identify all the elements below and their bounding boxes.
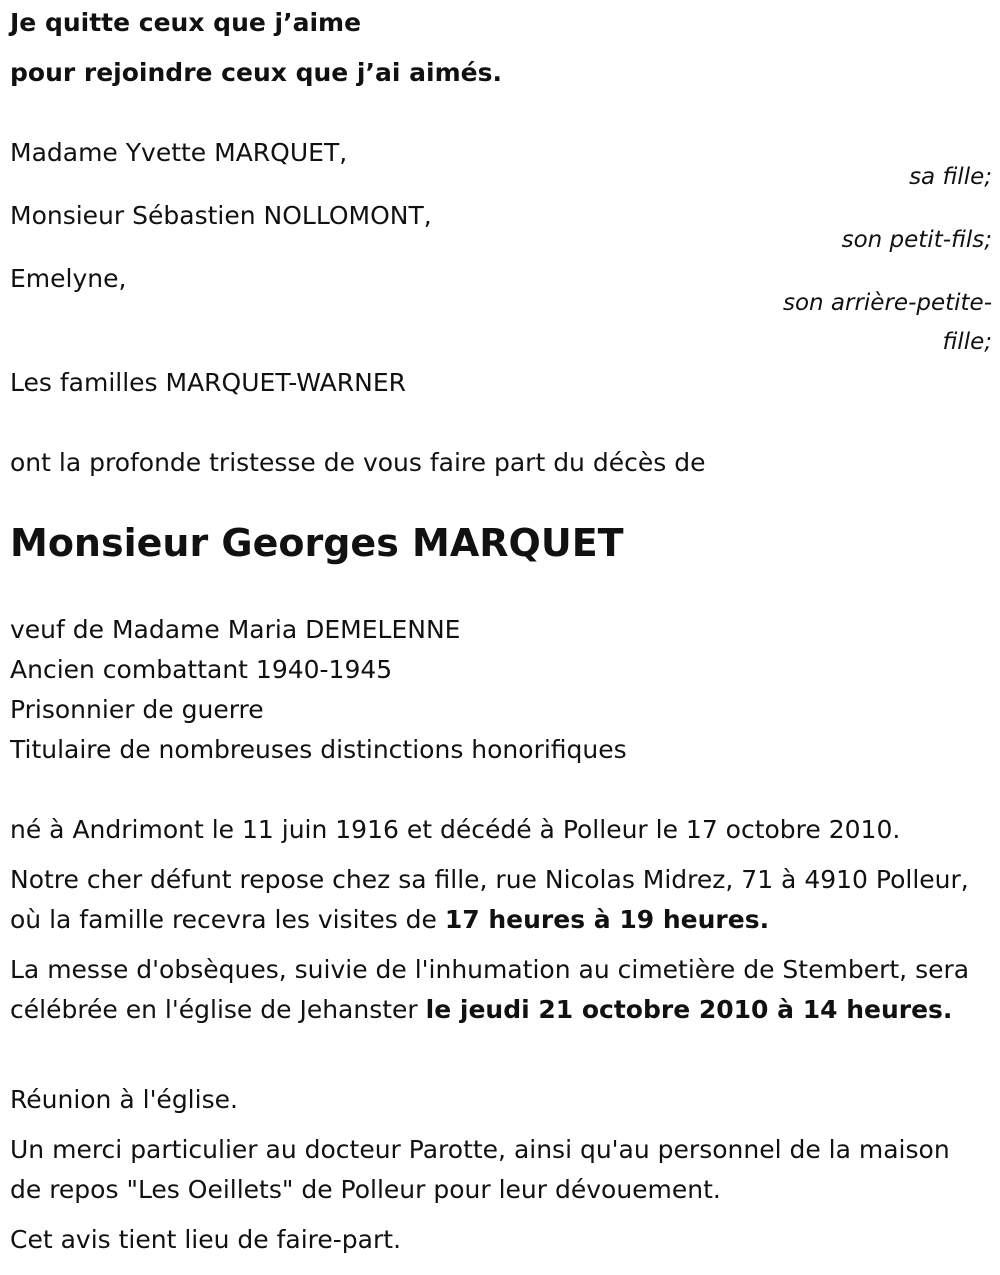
family-member-daughter: Madame Yvette MARQUET, bbox=[10, 138, 348, 167]
quote-line-1: Je quitte ceux que j’aime bbox=[10, 8, 362, 37]
relation-great-granddaughter-line-1: son arrière-petite- bbox=[782, 290, 992, 316]
mass-paragraph bbox=[10, 950, 970, 1030]
mass-text: La messe d'obsèques, suivie de l'inhumation au cimetière de Stembert, sera célébrée en l'église de Jehanster bbox=[10, 955, 970, 1024]
family-member-grandson: Monsieur Sébastien NOLLOMONT, bbox=[10, 201, 432, 230]
relation-daughter: sa fille; bbox=[909, 164, 992, 190]
birth-death-line: né à Andrimont le 11 juin 1916 et décédé à Polleur le 17 octobre 2010. bbox=[10, 815, 901, 844]
closing-line: Cet avis tient lieu de faire-part. bbox=[10, 1225, 402, 1254]
rest-paragraph bbox=[10, 860, 970, 940]
detail-widower: veuf de Madame Maria DEMELENNE bbox=[10, 615, 461, 644]
deceased-name: Monsieur Georges MARQUET bbox=[10, 521, 624, 565]
visiting-hours: 17 heures à 19 heures. bbox=[444, 905, 770, 934]
families-line: Les familles MARQUET-WARNER bbox=[10, 368, 406, 397]
family-member-great-granddaughter: Emelyne, bbox=[10, 264, 127, 293]
mass-date: le jeudi 21 octobre 2010 à 14 heures. bbox=[425, 995, 953, 1024]
relation-grandson: son petit-fils; bbox=[841, 227, 992, 253]
detail-distinctions: Titulaire de nombreuses distinctions honorifiques bbox=[10, 735, 627, 764]
meeting-line: Réunion à l'église. bbox=[10, 1085, 238, 1114]
quote-line-2: pour rejoindre ceux que j’ai aimés. bbox=[10, 58, 502, 87]
thanks-paragraph: Un merci particulier au docteur Parotte, ainsi qu'au personnel de la maison de repos "Les Oeillets" de Polleur pour leur dévouement. bbox=[10, 1135, 950, 1204]
relation-great-granddaughter-line-2: fille; bbox=[942, 329, 992, 355]
detail-veteran: Ancien combattant 1940-1945 bbox=[10, 655, 393, 684]
rest-text: Notre cher défunt repose chez sa fille, rue Nicolas Midrez, 71 à 4910 Polleur, où la famille recevra les visites de bbox=[10, 865, 969, 934]
announcement-line: ont la profonde tristesse de vous faire part du décès de bbox=[10, 448, 706, 477]
detail-prisoner: Prisonnier de guerre bbox=[10, 695, 264, 724]
